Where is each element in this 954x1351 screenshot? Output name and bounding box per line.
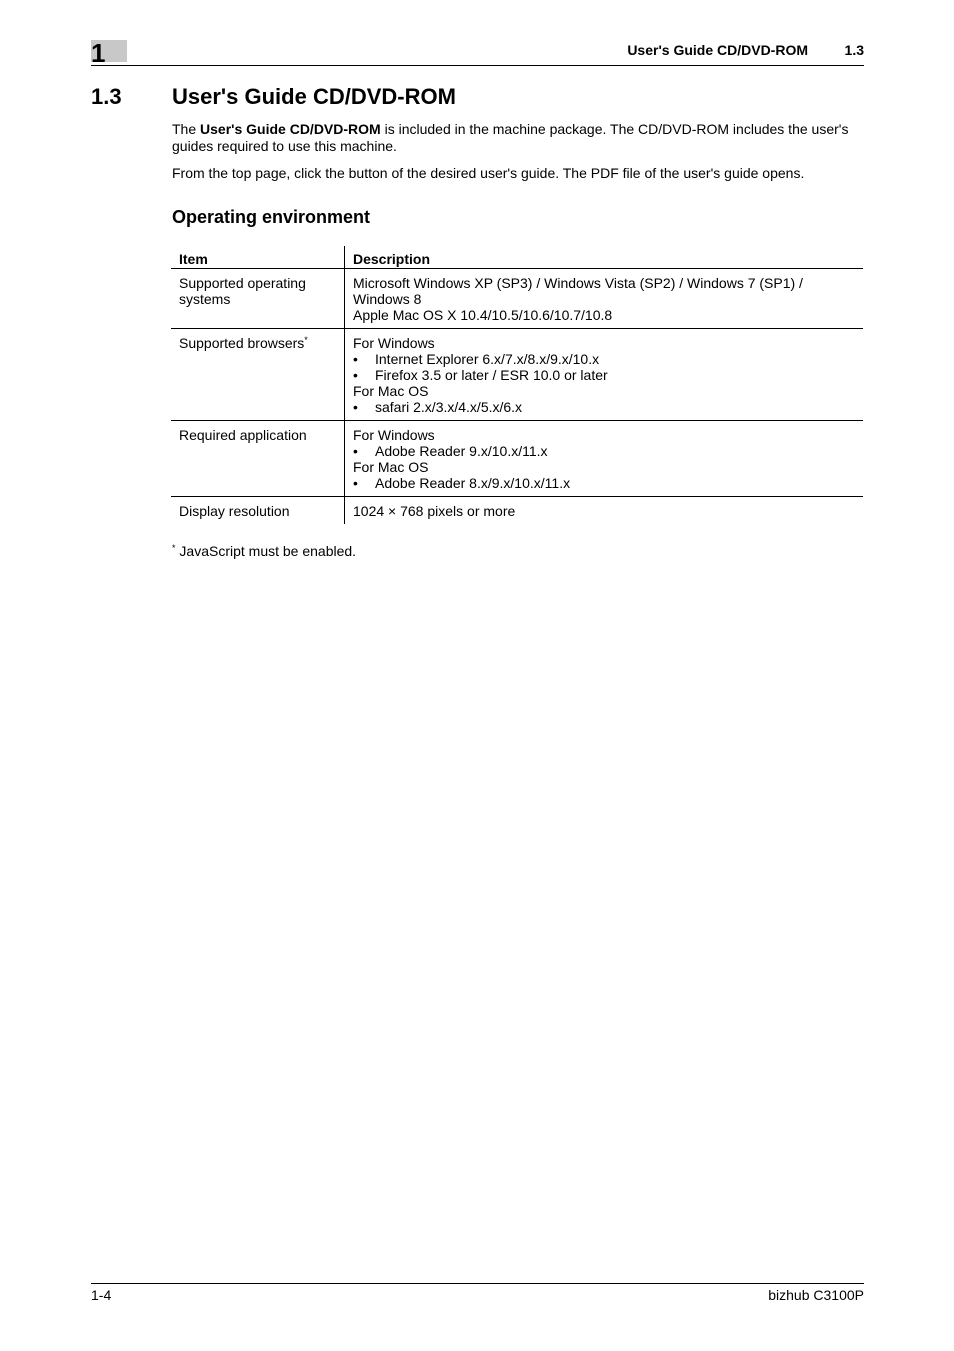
running-header-section: 1.3 [844,42,864,58]
table-cell-item: Supported operating systems [171,268,345,328]
bullet-item: • Internet Explorer 6.x/7.x/8.x/9.x/10.x [353,351,855,367]
intro-paragraph [172,121,864,155]
description-line: Apple Mac OS X 10.4/10.5/10.6/10.7/10.8 [353,306,613,323]
page-number: 1-4 [91,1287,112,1303]
table-cell-item: Display resolution [171,496,345,524]
platform-label: For Windows [353,334,435,351]
table-header-row [171,246,863,268]
table-cell-item: Required application [171,420,345,496]
bullet-item: • Adobe Reader 8.x/9.x/10.x/11.x [353,475,855,491]
table-row [171,328,863,420]
intro-text-post: is included in the machine package. The CD/DVD-ROM includes the user's guides required to use this machine. [172,121,849,154]
table-cell-description [345,496,864,524]
operating-environment-table [171,246,863,524]
table-cell-item [171,328,345,420]
intro-text-pre: The [172,121,201,137]
bullet-item: • Adobe Reader 9.x/10.x/11.x [353,443,855,459]
item-label: Supported browsers [179,334,305,351]
description-line: Microsoft Windows XP (SP3) / Windows Vista (SP2) / Windows 7 (SP1) / Windows 8 [353,274,803,307]
platform-label: For Mac OS [353,458,429,475]
platform-label: For Windows [353,426,435,443]
footnote-marker: * [304,334,308,345]
bullet-item: • safari 2.x/3.x/4.x/5.x/6.x [353,399,855,415]
section-title: User's Guide CD/DVD-ROM [172,84,456,109]
footer-divider [91,1283,864,1284]
table-cell-description [345,328,864,420]
platform-label: For Mac OS [353,382,429,399]
table-row [171,496,863,524]
footnote-mark: * [172,543,176,553]
subheading: Operating environment [172,207,371,227]
instruction-paragraph: From the top page, click the button of the desired user's guide. The PDF file of the user's guide opens. [172,165,805,181]
footnote [172,543,356,559]
intro-text-bold: User's Guide CD/DVD-ROM [200,121,381,137]
table-row [171,268,863,328]
bullet-item: • Firefox 3.5 or later / ESR 10.0 or later [353,367,855,383]
table-cell-description [345,420,864,496]
footnote-text: JavaScript must be enabled. [175,543,357,559]
chapter-number: 1 [91,38,106,68]
table-row [171,420,863,496]
column-header-item: Item [171,246,345,268]
product-name: bizhub C3100P [768,1287,864,1303]
running-header-title: User's Guide CD/DVD-ROM [627,42,808,58]
table-cell-description [345,268,864,328]
section-number: 1.3 [91,84,122,109]
column-header-description: Description [345,246,864,268]
description-line: 1024 × 768 pixels or more [353,502,516,519]
header-divider [91,65,864,66]
